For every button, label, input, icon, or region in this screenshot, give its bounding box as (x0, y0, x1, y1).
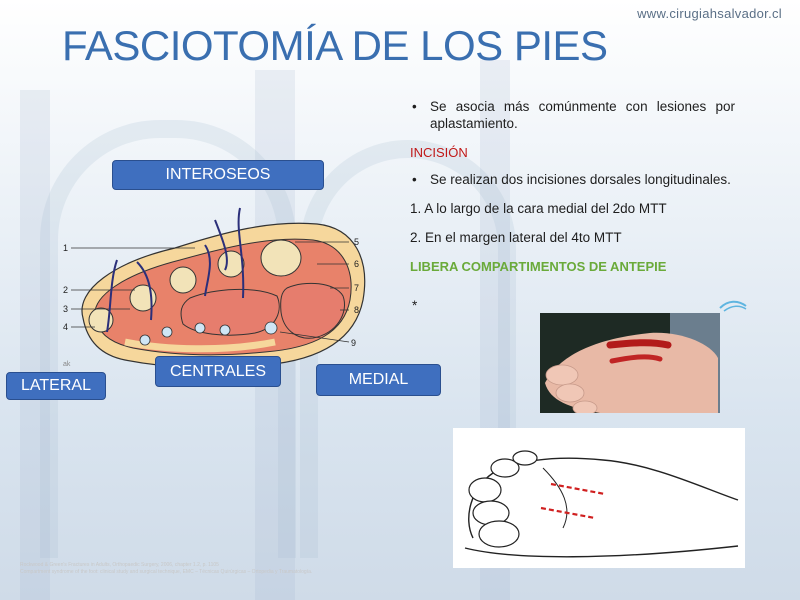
diagram-number: 3 (63, 304, 69, 314)
vessel (220, 325, 230, 335)
diagram-number: 7 (354, 283, 360, 293)
vessel (265, 322, 277, 334)
bullet-item (410, 98, 735, 132)
clinical-photo (540, 313, 720, 413)
diagram-number: 9 (351, 338, 357, 348)
background-column (20, 90, 50, 600)
conclusion-text: LIBERA COMPARTIMENTOS DE ANTEPIE (410, 259, 667, 274)
metatarsal-bone (170, 267, 196, 293)
site-url: www.cirugiahsalvador.cl (637, 6, 782, 21)
toe (479, 521, 519, 547)
toe (556, 384, 584, 402)
toe (546, 365, 578, 385)
incision-line (551, 484, 605, 494)
reference-line: Rockwood & Green's Fractures in Adults, Orthopaedic Surgery, 2006, chapter 1.2, p. 1105 (20, 562, 219, 568)
bullet-dot: • (412, 172, 417, 187)
vessel (140, 335, 150, 345)
toe (513, 451, 537, 465)
slide-title: FASCIOTOMÍA DE LOS PIES (62, 22, 608, 69)
diagram-number: 5 (354, 237, 360, 247)
bullet-dot: • (412, 99, 417, 114)
diagram-number: 4 (63, 322, 69, 332)
incision-wound (610, 343, 668, 345)
incision-line (541, 508, 595, 518)
numbered-step: 1. A lo largo de la cara medial del 2do MTT (410, 201, 667, 216)
diagram-number: 6 (354, 259, 360, 269)
bullet-text: Se asocia más comúnmente con lesiones por aplastamiento. (430, 99, 735, 131)
label-interoseos: INTEROSEOS (112, 160, 324, 190)
swoosh-icon (718, 298, 748, 314)
section-heading-incision: INCISIÓN (410, 145, 468, 160)
label-lateral: LATERAL (6, 372, 106, 400)
diagram-number: 1 (63, 243, 69, 253)
numbered-step: 2. En el margen lateral del 4to MTT (410, 230, 622, 245)
vessel (195, 323, 205, 333)
asterisk-marker: * (412, 298, 418, 313)
metatarsal-bone (218, 251, 244, 277)
diagram-credit: ak (63, 361, 71, 368)
metatarsal-bone (261, 240, 301, 276)
label-centrales: CENTRALES (155, 356, 281, 387)
bullet-item (410, 171, 735, 188)
diagram-number: 8 (354, 305, 360, 315)
reference-line: Compartment syndrome of the foot: clinical study and surgical technique, EMC – Técnicas Quirúrgicas – Ortopedia y Traumatología. (20, 569, 313, 575)
foot-incision-sketch (453, 428, 745, 568)
label-medial: MEDIAL (316, 364, 441, 396)
toe (573, 401, 597, 413)
foot-sole (465, 546, 738, 557)
vessel (162, 327, 172, 337)
references (20, 562, 560, 576)
content-text (410, 98, 735, 314)
diagram-number: 2 (63, 285, 69, 295)
foot-cross-section-diagram (55, 200, 375, 375)
bullet-text: Se realizan dos incisiones dorsales longitudinales. (430, 172, 731, 187)
toe (469, 478, 501, 502)
